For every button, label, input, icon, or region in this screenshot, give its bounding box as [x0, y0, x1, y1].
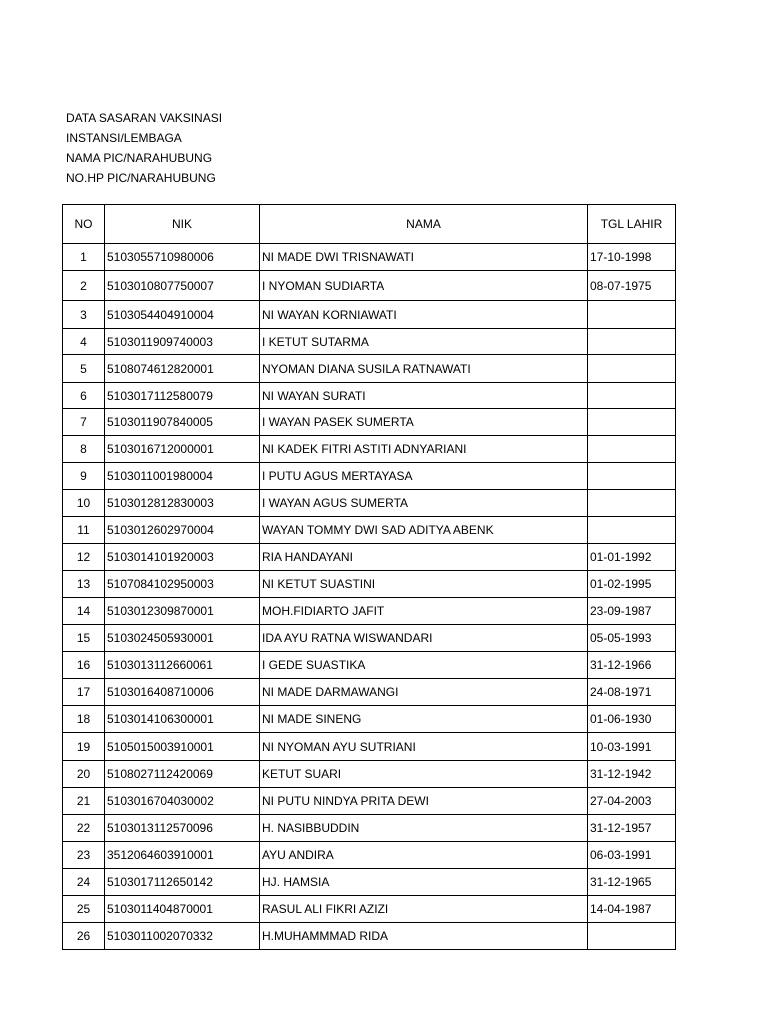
cell-nama: I WAYAN PASEK SUMERTA — [260, 409, 588, 436]
cell-nama: I WAYAN AGUS SUMERTA — [260, 490, 588, 517]
cell-nik: 5103012309870001 — [105, 598, 260, 625]
cell-nik: 5103024505930001 — [105, 625, 260, 652]
cell-nama: MOH.FIDIARTO JAFIT — [260, 598, 588, 625]
cell-nama: NI WAYAN SURATI — [260, 383, 588, 409]
cell-nik: 5103012602970004 — [105, 517, 260, 544]
cell-nama: AYU ANDIRA — [260, 842, 588, 869]
table-row — [63, 271, 676, 301]
table-row — [63, 761, 676, 788]
cell-nik: 5103011001980004 — [105, 463, 260, 490]
cell-nama: H. NASIBBUDDIN — [260, 815, 588, 842]
cell-nik: 5105015003910001 — [105, 733, 260, 761]
cell-no: 24 — [63, 869, 105, 896]
cell-tgl-lahir — [588, 923, 676, 950]
cell-nama: NI MADE DARMAWANGI — [260, 679, 588, 706]
cell-no: 16 — [63, 652, 105, 679]
cell-nik: 5103017112580079 — [105, 383, 260, 409]
column-header-nama: NAMA — [260, 205, 588, 244]
cell-tgl-lahir: 06-03-1991 — [588, 842, 676, 869]
cell-nik: 5108027112420069 — [105, 761, 260, 788]
table-header-row — [63, 205, 676, 244]
cell-nik: 5103011404870001 — [105, 896, 260, 923]
table-row — [63, 244, 676, 271]
cell-tgl-lahir — [588, 463, 676, 490]
cell-tgl-lahir: 01-06-1930 — [588, 706, 676, 733]
cell-nama: IDA AYU RATNA WISWANDARI — [260, 625, 588, 652]
cell-no: 14 — [63, 598, 105, 625]
cell-no: 17 — [63, 679, 105, 706]
cell-tgl-lahir: 31-12-1965 — [588, 869, 676, 896]
document-header — [66, 108, 222, 188]
cell-nama: NI NYOMAN AYU SUTRIANI — [260, 733, 588, 761]
table-row — [63, 544, 676, 571]
cell-nik: 5103011002070332 — [105, 923, 260, 950]
cell-tgl-lahir: 10-03-1991 — [588, 733, 676, 761]
table-row — [63, 625, 676, 652]
cell-no: 12 — [63, 544, 105, 571]
cell-nik: 5103014101920003 — [105, 544, 260, 571]
table-row — [63, 815, 676, 842]
table-row — [63, 869, 676, 896]
table-row — [63, 409, 676, 436]
cell-tgl-lahir — [588, 517, 676, 544]
cell-tgl-lahir — [588, 301, 676, 329]
column-header-tgl-lahir: TGL LAHIR — [588, 205, 676, 244]
cell-no: 6 — [63, 383, 105, 409]
table-row — [63, 517, 676, 544]
cell-nama: I GEDE SUASTIKA — [260, 652, 588, 679]
cell-tgl-lahir: 23-09-1987 — [588, 598, 676, 625]
cell-nama: I KETUT SUTARMA — [260, 329, 588, 355]
cell-nama: NI WAYAN KORNIAWATI — [260, 301, 588, 329]
table-row — [63, 652, 676, 679]
cell-nik: 5103011909740003 — [105, 329, 260, 355]
cell-tgl-lahir: 14-04-1987 — [588, 896, 676, 923]
cell-no: 25 — [63, 896, 105, 923]
cell-tgl-lahir: 17-10-1998 — [588, 244, 676, 271]
cell-tgl-lahir: 24-08-1971 — [588, 679, 676, 706]
cell-nik: 5103011907840005 — [105, 409, 260, 436]
cell-no: 26 — [63, 923, 105, 950]
cell-no: 2 — [63, 271, 105, 301]
column-header-no: NO — [63, 205, 105, 244]
cell-tgl-lahir: 31-12-1942 — [588, 761, 676, 788]
cell-nik: 5103014106300001 — [105, 706, 260, 733]
cell-tgl-lahir — [588, 490, 676, 517]
cell-nama: NYOMAN DIANA SUSILA RATNAWATI — [260, 355, 588, 383]
cell-tgl-lahir: 05-05-1993 — [588, 625, 676, 652]
cell-no: 10 — [63, 490, 105, 517]
table-row — [63, 436, 676, 463]
table-row — [63, 301, 676, 329]
cell-nik: 3512064603910001 — [105, 842, 260, 869]
cell-no: 11 — [63, 517, 105, 544]
cell-nik: 5103013112570096 — [105, 815, 260, 842]
cell-no: 8 — [63, 436, 105, 463]
table-row — [63, 679, 676, 706]
cell-no: 7 — [63, 409, 105, 436]
cell-nik: 5103010807750007 — [105, 271, 260, 301]
cell-tgl-lahir: 01-02-1995 — [588, 571, 676, 598]
table-row — [63, 598, 676, 625]
cell-nik: 5103055710980006 — [105, 244, 260, 271]
cell-no: 20 — [63, 761, 105, 788]
header-pic-phone-label: NO.HP PIC/NARAHUBUNG — [66, 171, 216, 185]
column-header-nik: NIK — [105, 205, 260, 244]
cell-nama: H.MUHAMMMAD RIDA — [260, 923, 588, 950]
cell-tgl-lahir — [588, 436, 676, 463]
cell-nama: KETUT SUARI — [260, 761, 588, 788]
table-row — [63, 842, 676, 869]
cell-nama: I PUTU AGUS MERTAYASA — [260, 463, 588, 490]
cell-nik: 5107084102950003 — [105, 571, 260, 598]
cell-no: 15 — [63, 625, 105, 652]
table-row — [63, 733, 676, 761]
cell-no: 22 — [63, 815, 105, 842]
cell-no: 23 — [63, 842, 105, 869]
cell-nik: 5103017112650142 — [105, 869, 260, 896]
cell-no: 3 — [63, 301, 105, 329]
cell-no: 9 — [63, 463, 105, 490]
cell-nama: I NYOMAN SUDIARTA — [260, 271, 588, 301]
cell-no: 5 — [63, 355, 105, 383]
table-row — [63, 896, 676, 923]
table-row — [63, 383, 676, 409]
cell-tgl-lahir — [588, 409, 676, 436]
header-instansi-label: INSTANSI/LEMBAGA — [66, 131, 182, 145]
cell-nik: 5108074612820001 — [105, 355, 260, 383]
table-row — [63, 355, 676, 383]
cell-nama: RASUL ALI FIKRI AZIZI — [260, 896, 588, 923]
table-row — [63, 490, 676, 517]
cell-nik: 5103016712000001 — [105, 436, 260, 463]
cell-tgl-lahir: 08-07-1975 — [588, 271, 676, 301]
cell-tgl-lahir: 01-01-1992 — [588, 544, 676, 571]
cell-no: 21 — [63, 788, 105, 815]
header-pic-name-label: NAMA PIC/NARAHUBUNG — [66, 151, 213, 165]
table-body — [63, 244, 676, 950]
cell-nama: NI MADE SINENG — [260, 706, 588, 733]
table-row — [63, 571, 676, 598]
cell-nama: WAYAN TOMMY DWI SAD ADITYA ABENK — [260, 517, 588, 544]
cell-tgl-lahir: 31-12-1957 — [588, 815, 676, 842]
cell-nik: 5103016408710006 — [105, 679, 260, 706]
cell-nama: HJ. HAMSIA — [260, 869, 588, 896]
cell-no: 18 — [63, 706, 105, 733]
table-row — [63, 463, 676, 490]
cell-tgl-lahir: 31-12-1966 — [588, 652, 676, 679]
cell-nama: NI KETUT SUASTINI — [260, 571, 588, 598]
cell-nama: NI KADEK FITRI ASTITI ADNYARIANI — [260, 436, 588, 463]
table-row — [63, 329, 676, 355]
vaccination-target-table — [62, 204, 676, 950]
cell-nik: 5103016704030002 — [105, 788, 260, 815]
cell-nama: NI MADE DWI TRISNAWATI — [260, 244, 588, 271]
cell-nik: 5103012812830003 — [105, 490, 260, 517]
cell-no: 1 — [63, 244, 105, 271]
table-row — [63, 706, 676, 733]
table-row — [63, 923, 676, 950]
cell-no: 13 — [63, 571, 105, 598]
cell-tgl-lahir: 27-04-2003 — [588, 788, 676, 815]
cell-tgl-lahir — [588, 383, 676, 409]
cell-tgl-lahir — [588, 329, 676, 355]
header-title: DATA SASARAN VAKSINASI — [66, 111, 223, 125]
cell-no: 4 — [63, 329, 105, 355]
table-row — [63, 788, 676, 815]
cell-nik: 5103013112660061 — [105, 652, 260, 679]
cell-nama: NI PUTU NINDYA PRITA DEWI — [260, 788, 588, 815]
cell-nama: RIA HANDAYANI — [260, 544, 588, 571]
cell-tgl-lahir — [588, 355, 676, 383]
cell-no: 19 — [63, 733, 105, 761]
cell-nik: 5103054404910004 — [105, 301, 260, 329]
